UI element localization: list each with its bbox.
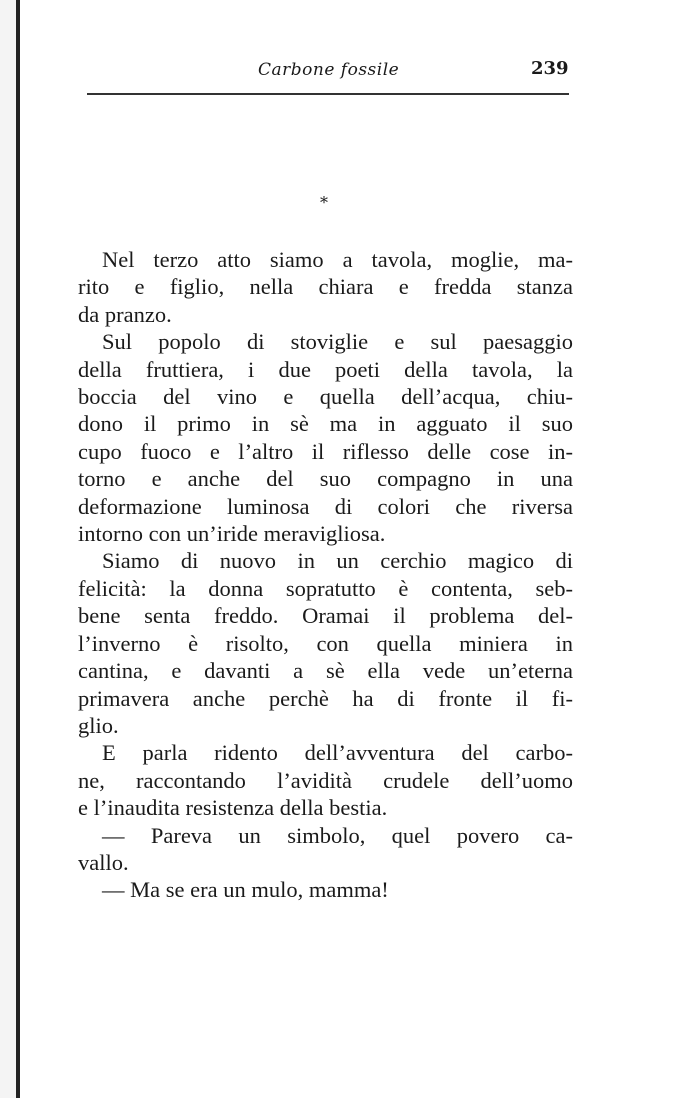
text-line: boccia del vino e quella dell’acqua, chiu- — [78, 384, 573, 410]
text-line: cupo fuoco e l’altro il riflesso delle cose in- — [78, 438, 573, 464]
text-line: bene senta freddo. Oramai il problema del- — [78, 603, 573, 629]
text-line: — Pareva un simbolo, quel povero ca- — [102, 822, 573, 848]
text-line: glio. — [78, 712, 119, 738]
page-number: 239 — [531, 58, 569, 79]
text-line: Nel terzo atto siamo a tavola, moglie, ma- — [102, 247, 573, 272]
text-line: — Ma se era un mulo, mamma! — [102, 877, 389, 903]
text-line: l’inverno è risolto, con quella miniera in — [78, 630, 573, 656]
running-head: Carbone fossile — [258, 60, 400, 80]
page-edge-shadow — [16, 0, 20, 1098]
text-line: torno e anche del suo compagno in una — [78, 466, 573, 492]
text-line: dono il primo in sè ma in agguato il suo — [78, 411, 573, 437]
header-rule — [87, 93, 569, 95]
section-separator: * — [320, 193, 328, 212]
text-line: intorno con un’iride meravigliosa. — [78, 521, 386, 547]
text-line: Siamo di nuovo in un cerchio magico di — [102, 548, 573, 574]
text-line: da pranzo. — [78, 301, 172, 327]
text-line: e l’inaudita resistenza della bestia. — [78, 795, 388, 821]
body-text — [78, 246, 573, 904]
text-line: E parla ridento dell’avventura del carbo- — [102, 740, 573, 766]
text-line: della fruttiera, i due poeti della tavola, la — [78, 356, 573, 382]
text-line: vallo. — [78, 849, 129, 875]
text-line: deformazione luminosa di colori che riversa — [78, 493, 573, 519]
text-line: felicità: la donna sopratutto è contenta, seb- — [78, 575, 573, 601]
text-line: cantina, e davanti a sè ella vede un’eterna — [78, 658, 573, 684]
page-gutter — [0, 0, 16, 1098]
text-line: ne, raccontando l’avidità crudele dell’uomo — [78, 767, 573, 793]
text-line: rito e figlio, nella chiara e fredda stanza — [78, 274, 573, 300]
text-line: Sul popolo di stoviglie e sul paesaggio — [102, 329, 573, 355]
text-line: primavera anche perchè ha di fronte il fi- — [78, 685, 573, 711]
